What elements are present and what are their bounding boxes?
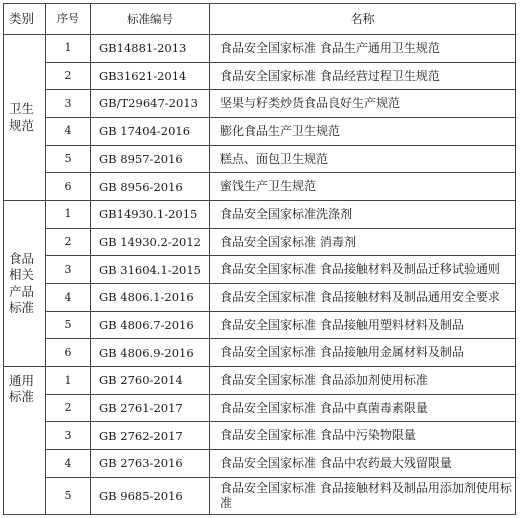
- name-cell: 食品安全国家标准 食品接触材料及制品迁移试验通则: [210, 256, 516, 284]
- code-cell: GB 8956-2016: [91, 173, 210, 201]
- seq-cell: 5: [46, 145, 91, 173]
- code-cell: GB31621-2014: [91, 62, 210, 90]
- header-name: 名称: [210, 4, 516, 35]
- code-cell: GB 2762-2017: [91, 422, 210, 450]
- seq-cell: 4: [46, 450, 91, 478]
- table-row: [4, 339, 516, 367]
- table-header-row: [4, 4, 516, 35]
- code-cell: GB 17404-2016: [91, 118, 210, 146]
- table-row: [4, 256, 516, 284]
- name-cell: 蜜饯生产卫生规范: [210, 173, 516, 201]
- seq-cell: 3: [46, 90, 91, 118]
- name-cell: 食品安全国家标准 食品生产通用卫生规范: [210, 35, 516, 63]
- code-cell: GB/T29647-2013: [91, 90, 210, 118]
- code-cell: GB 2763-2016: [91, 450, 210, 478]
- seq-cell: 5: [46, 477, 91, 514]
- seq-cell: 6: [46, 339, 91, 367]
- seq-cell: 1: [46, 35, 91, 63]
- seq-cell: 2: [46, 228, 91, 256]
- code-cell: GB 8957-2016: [91, 145, 210, 173]
- code-cell: GB 2760-2014: [91, 367, 210, 395]
- category-label: 通用标准: [9, 373, 35, 405]
- name-cell: 坚果与籽类炒货食品良好生产规范: [210, 90, 516, 118]
- name-cell: 糕点、面包卫生规范: [210, 145, 516, 173]
- code-cell: GB 9685-2016: [91, 477, 210, 514]
- table-row: [4, 201, 516, 229]
- table-row: [4, 90, 516, 118]
- seq-cell: 3: [46, 256, 91, 284]
- name-cell: 食品安全国家标准 食品接触材料及制品用添加剂使用标准: [210, 477, 516, 514]
- code-cell: GB 4806.7-2016: [91, 311, 210, 339]
- header-seq: 序号: [46, 4, 91, 35]
- name-cell: 食品安全国家标准洗涤剂: [210, 201, 516, 229]
- name-cell: 食品安全国家标准 食品中污染物限量: [210, 422, 516, 450]
- code-cell: GB 14930.2-2012: [91, 228, 210, 256]
- category-label: 食品相关产品标准: [9, 251, 35, 315]
- table-row: [4, 145, 516, 173]
- table-row: [4, 422, 516, 450]
- table-row: [4, 477, 516, 514]
- category-cell: [4, 201, 46, 367]
- seq-cell: 3: [46, 422, 91, 450]
- name-cell: 食品安全国家标准 食品接触用塑料材料及制品: [210, 311, 516, 339]
- table-row: [4, 284, 516, 312]
- seq-cell: 6: [46, 173, 91, 201]
- code-cell: GB14881-2013: [91, 35, 210, 63]
- code-cell: GB 4806.1-2016: [91, 284, 210, 312]
- name-cell: 食品安全国家标准 消毒剂: [210, 228, 516, 256]
- header-category: 类别: [4, 4, 46, 35]
- seq-cell: 2: [46, 62, 91, 90]
- seq-cell: 2: [46, 394, 91, 422]
- category-label: 卫生规范: [9, 101, 35, 133]
- table-row: [4, 367, 516, 395]
- header-code: 标准编号: [91, 4, 210, 35]
- name-cell: 食品安全国家标准 食品经营过程卫生规范: [210, 62, 516, 90]
- standards-table: [3, 3, 516, 515]
- table-row: [4, 450, 516, 478]
- seq-cell: 4: [46, 118, 91, 146]
- seq-cell: 1: [46, 367, 91, 395]
- table-row: [4, 35, 516, 63]
- seq-cell: 4: [46, 284, 91, 312]
- name-cell: 食品安全国家标准 食品中农药最大残留限量: [210, 450, 516, 478]
- code-cell: GB 2761-2017: [91, 394, 210, 422]
- name-cell: 膨化食品生产卫生规范: [210, 118, 516, 146]
- table-row: [4, 118, 516, 146]
- code-cell: GB 31604.1-2015: [91, 256, 210, 284]
- table-row: [4, 394, 516, 422]
- name-cell: 食品安全国家标准 食品接触用金属材料及制品: [210, 339, 516, 367]
- seq-cell: 1: [46, 201, 91, 229]
- code-cell: GB 4806.9-2016: [91, 339, 210, 367]
- name-cell: 食品安全国家标准 食品中真菌毒素限量: [210, 394, 516, 422]
- table-row: [4, 173, 516, 201]
- category-cell: [4, 367, 46, 515]
- category-cell: [4, 35, 46, 201]
- seq-cell: 5: [46, 311, 91, 339]
- name-cell: 食品安全国家标准 食品添加剂使用标准: [210, 367, 516, 395]
- name-cell: 食品安全国家标准 食品接触材料及制品通用安全要求: [210, 284, 516, 312]
- table-row: [4, 311, 516, 339]
- table-row: [4, 228, 516, 256]
- code-cell: GB14930.1-2015: [91, 201, 210, 229]
- table-row: [4, 62, 516, 90]
